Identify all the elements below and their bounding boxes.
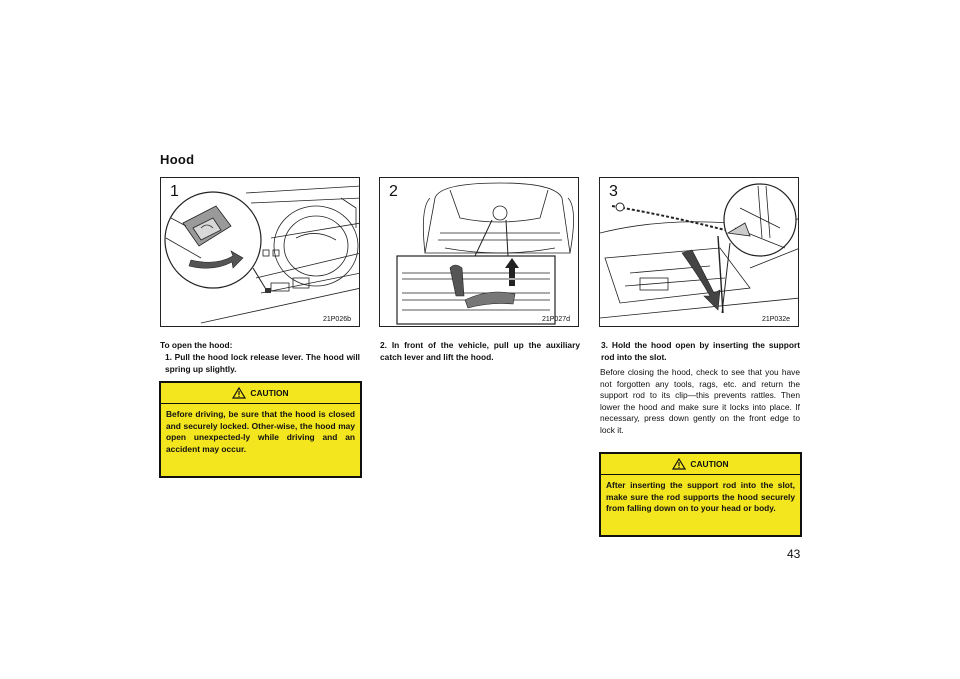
support-rod-illustration	[600, 178, 799, 327]
caution-heading: CAUTION	[250, 388, 289, 398]
warning-triangle-icon	[672, 458, 686, 470]
figure-code: 21P032e	[761, 316, 790, 323]
auxiliary-catch-lever-illustration	[380, 178, 579, 327]
intro-text: To open the hood:	[160, 340, 233, 350]
figure-1	[160, 177, 360, 327]
hood-release-lever-illustration	[161, 178, 360, 327]
step-1-text: 1. Pull the hood lock release lever. The hood will spring up slightly.	[165, 352, 360, 374]
caution-header	[601, 454, 800, 475]
caution-body: Before driving, be sure that the hood is closed and securely locked. Other-wise, the hood may open unexpected-ly while driving and an accident may occur.	[166, 409, 355, 454]
figure-2	[379, 177, 579, 327]
figure-number: 2	[389, 183, 398, 200]
caution-box-1	[159, 381, 362, 478]
step-2-text: 2. In front of the vehicle, pull up the auxiliary catch lever and lift the hood.	[380, 340, 580, 362]
figure-code: 21P026b	[322, 316, 351, 323]
caution-header	[161, 383, 360, 404]
figure-number: 3	[609, 183, 618, 200]
page-number: 43	[787, 547, 801, 561]
warning-triangle-icon	[232, 387, 246, 399]
caution-box-2	[599, 452, 802, 537]
figure-3	[599, 177, 799, 327]
closing-paragraph: Before closing the hood, check to see that you have not forgotten any tools, rags, etc. and return the support rod to its clip—this prevents rattles. Then lower the hood and make sure it locks into place. If necessary, press down gently on the front edge to lock it.	[600, 367, 800, 435]
caution-body: After inserting the support rod into the slot, make sure the rod supports the hood securely from falling down on to your head or body.	[606, 480, 795, 514]
caution-heading: CAUTION	[690, 459, 729, 469]
section-title: Hood	[160, 152, 195, 167]
step-3-text: 3. Hold the hood open by inserting the support rod into the slot.	[601, 340, 800, 362]
figure-code: 21P027d	[541, 316, 570, 323]
figure-number: 1	[170, 183, 179, 200]
